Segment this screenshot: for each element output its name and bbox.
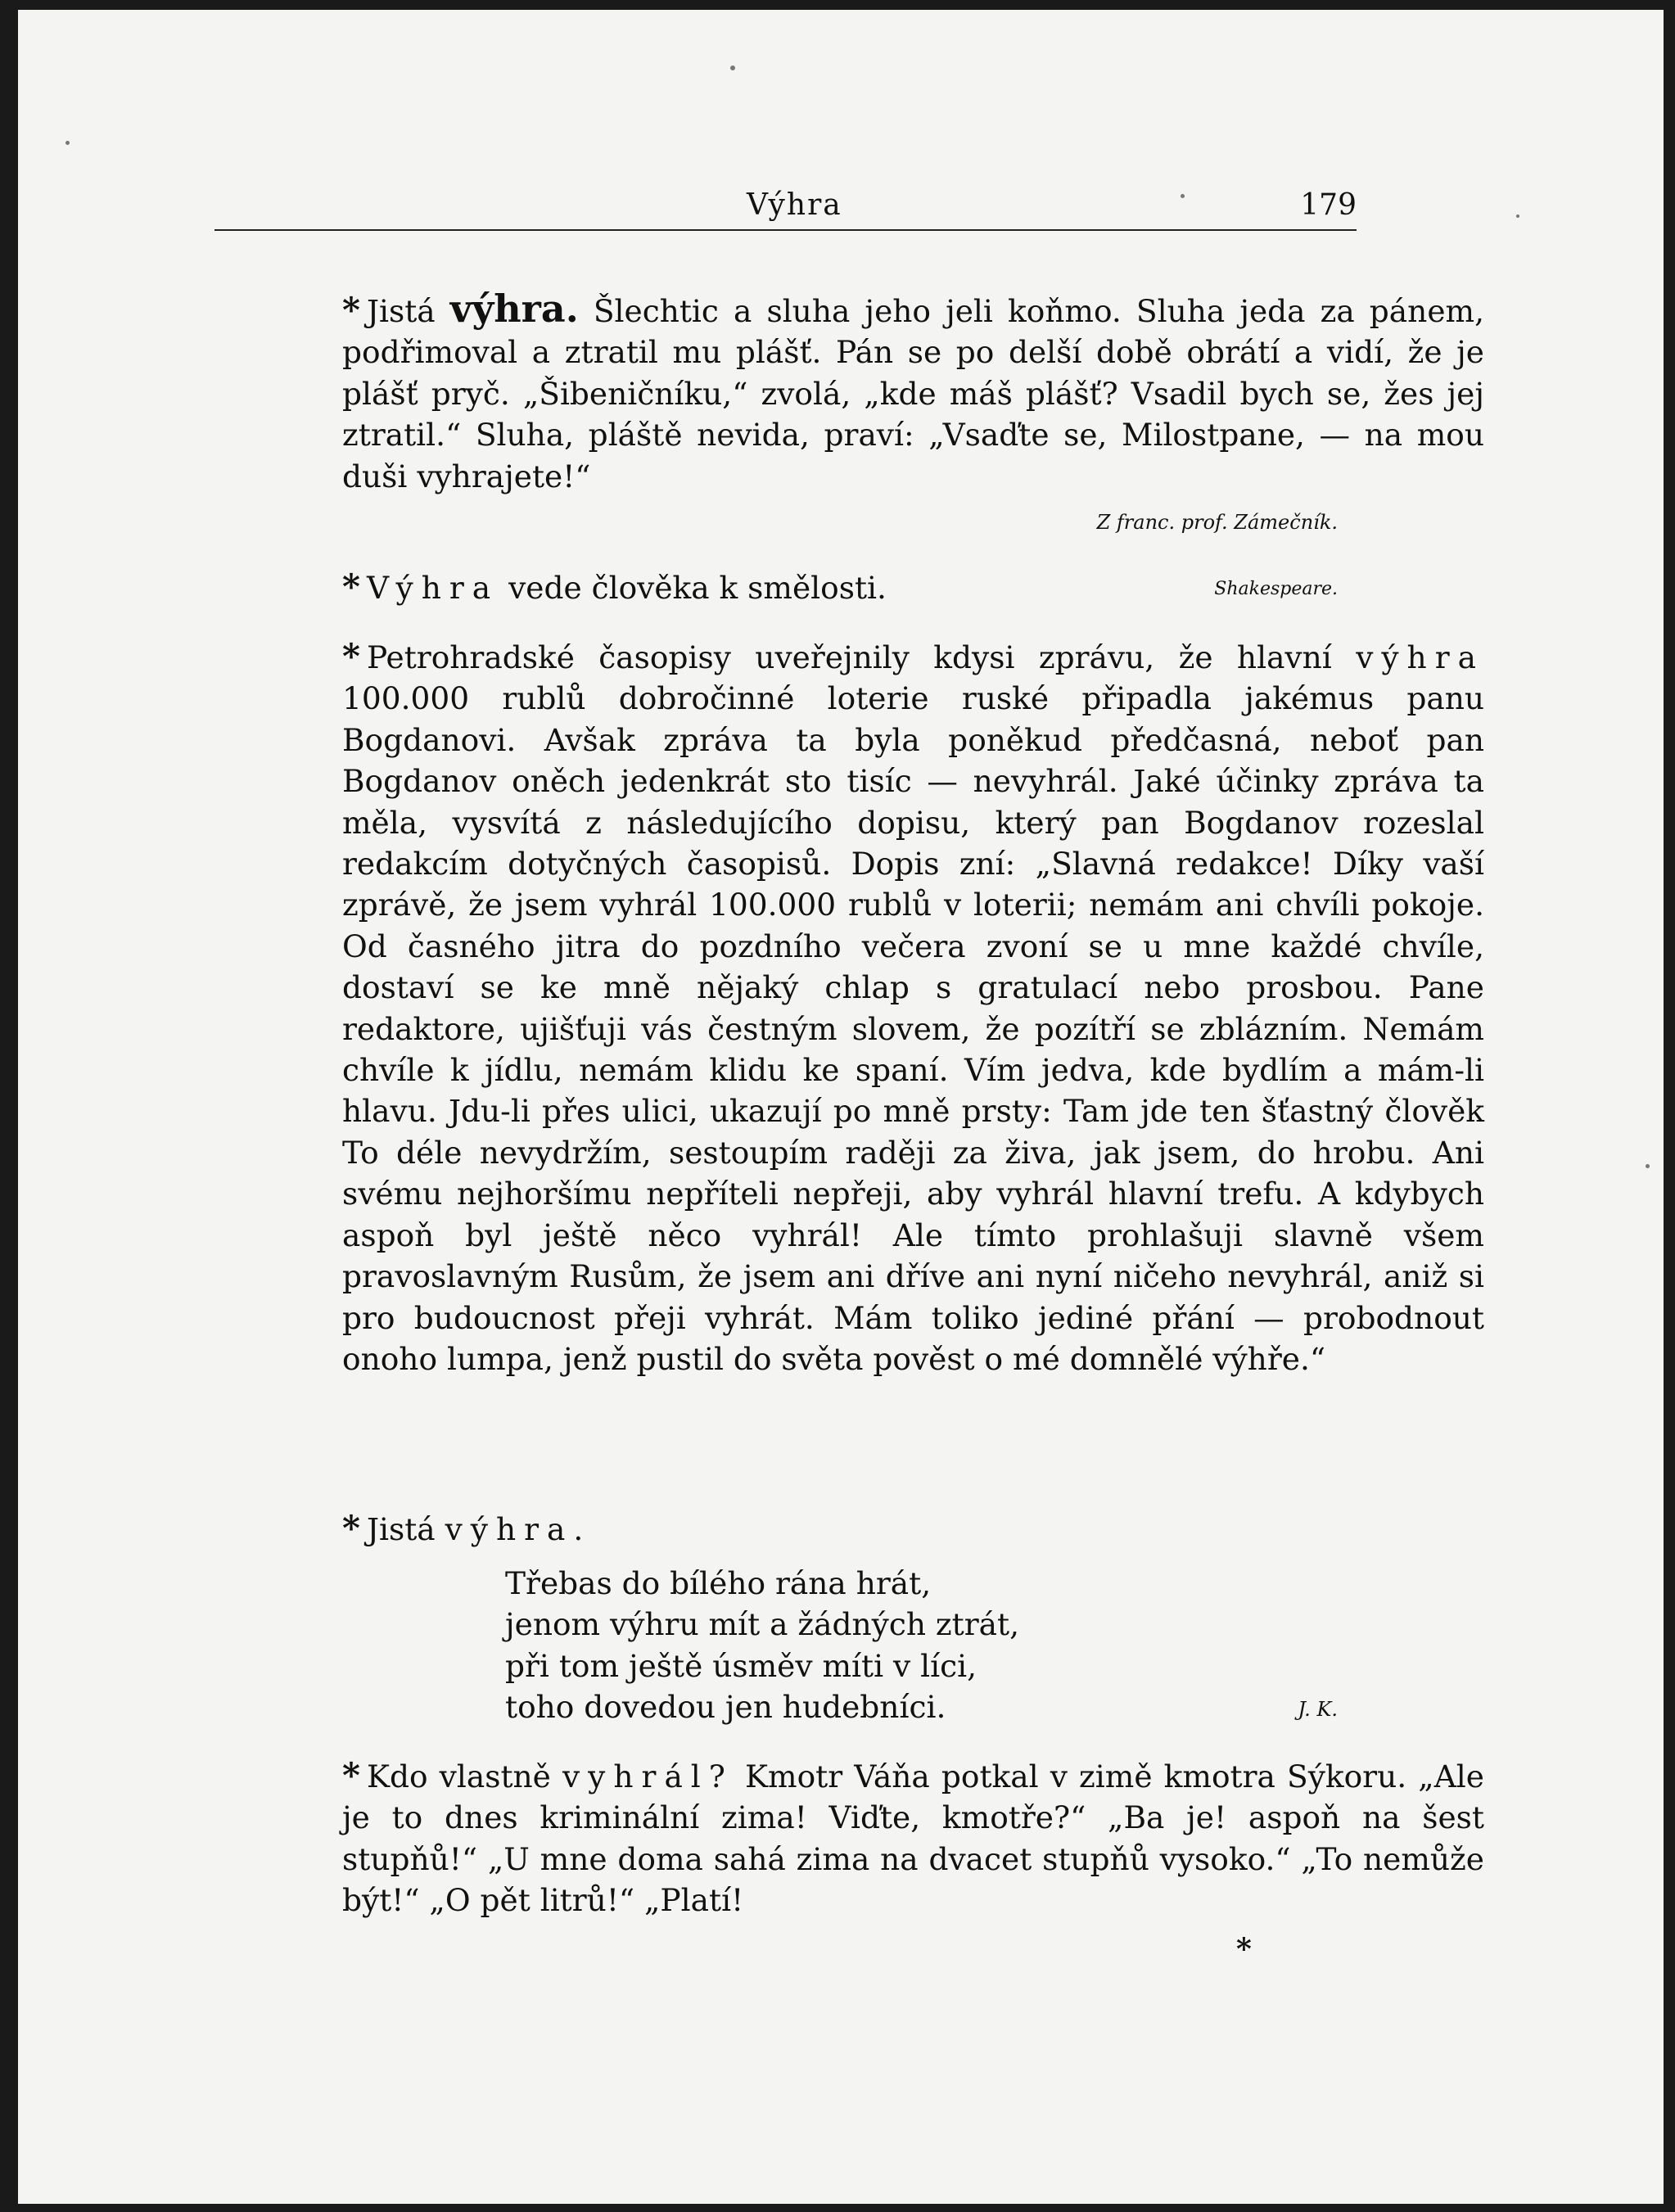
scan-speck: [1646, 1164, 1650, 1168]
continuation-asterisk-icon: *: [1236, 1932, 1252, 1966]
scan-speck: [1181, 194, 1185, 198]
poem: [505, 1563, 1019, 1728]
asterisk-icon: *: [342, 1755, 360, 1795]
scan-speck: [1516, 214, 1519, 218]
entry-keyword: výhra.: [445, 1511, 592, 1547]
entry-lead: Kdo vlastně: [366, 1758, 562, 1794]
entry-body: Kmotr Váňa potkal v zimě kmotra Sýkoru. „Ale je to dnes kriminální zima! Viďte, kmotře?“ „Ba je! aspoň na šest stupňů!“ „U mne doma sahá zima na dvacet stupňů vysoko.“ „To nemůže být!“ „O pět litrů!“ „Platí!: [342, 1758, 1484, 1919]
entry-keyword: vyhrál?: [562, 1758, 734, 1794]
running-title: Výhra: [747, 188, 842, 222]
entry-jista-vyhra-slechtic: [214, 288, 1484, 497]
entry-body: 100.000 rublů dobročinné loterie ruské připadla jakémus panu Bogdanovi. Avšak zpráva ta byla poněkud předčasná, neboť pan Bogdanov oněch jedenkrát sto tisíc — nevyhrál. Jaké účinky zpráva ta měla, vysvítá z následujícího dopisu, který pan Bogdanov rozeslal redakcím dotyčných časopisů. Dopis zní: „Slavná redakce! Díky vaší zprávě, že jsem vyhrál 100.000 rublů v loterii; nemám ani chvíli pokoje. Od časného jitra do pozdního večera zvoní se u mne každé chvíle, dostaví se ke mně nějaký chlap s gratulací nebo prosbou. Pane redaktore, ujišťuji vás čestným slovem, že pozítří se zblázním. Nemám chvíle k jídlu, nemám klidu ke spaní. Vím jedva, kde bydlím a mám-li hlavu. Jdu-li přes ulici, ukazují po mně prsty: Tam jde ten šťastný člověk To déle nevydržím, sestoupím raději za živa, jak jsem, do hrobu. Ani svému nejhoršímu nepříteli nepřeji, aby vyhrál hlavní trefu. A kdybych aspoň byl ještě něco vyhrál! Ale tímto prohlašuji slavně všem pravoslavným Rusům, že jsem ani dříve ani nyní ničeho nevyhrál, aniž si pro budoucnost přeji vyhrát. Mám toliko jediné přání — probodnout onoho lumpa, jenž pustil do světa pověst o mé domnělé výhře.“: [342, 680, 1484, 1377]
entry-body: Šlechtic a sluha jeho jeli koňmo. Sluha jeda za pánem, podřimoval a ztratil mu plášť. Pán se po delší době obrátí a vidí, že je plášť pryč. „Šibeničníku,“ zvolá, „kde máš plášť? Vsadil bych se, žes jej ztratil.“ Sluha, pláště nevida, praví: „Vsaďte se, Milostpane, — na mou duši vyhrajete!“: [342, 293, 1484, 494]
entry-lead: Jistá: [366, 1511, 445, 1547]
header-rule: [214, 229, 1357, 231]
entry-attribution: Z franc. prof. Zámečník.: [1096, 511, 1338, 534]
asterisk-icon: *: [342, 567, 360, 607]
scan-speck: [730, 65, 735, 70]
poem-line: toho dovedou jen hudebníci.: [505, 1689, 946, 1726]
entry-body-start: Petrohradské časopisy uveřejnily kdysi zprávu, že hlavní: [366, 639, 1357, 675]
entry-keyword: výhra.: [449, 287, 579, 331]
scan-speck: [65, 141, 70, 145]
poem-line: Třebas do bílého rána hrát,: [505, 1565, 932, 1601]
asterisk-icon: *: [342, 1508, 360, 1548]
poem-line: při tom ještě úsměv míti v líci,: [505, 1647, 977, 1684]
entry-kdo-vlastne-vyhral: [214, 1755, 1484, 1921]
entry-keyword: výhra: [1356, 639, 1484, 675]
entry-attribution: J. K.: [1298, 1698, 1338, 1721]
entry-jista-vyhra-poem: [214, 1508, 1484, 1550]
entry-body: vede člověka k smělosti.: [499, 570, 887, 606]
entry-petrohradske-casopisy: [214, 636, 1484, 1379]
book-page: [18, 10, 1664, 2204]
entry-lead: Jistá: [366, 293, 450, 329]
asterisk-icon: *: [342, 290, 360, 330]
entry-attribution: Shakespeare.: [1214, 579, 1338, 599]
poem-line: jenom výhru mít a žádných ztrát,: [505, 1606, 1019, 1643]
entry-keyword: Výhra: [366, 570, 499, 606]
asterisk-icon: *: [342, 636, 360, 676]
page-number: 179: [1300, 188, 1357, 222]
